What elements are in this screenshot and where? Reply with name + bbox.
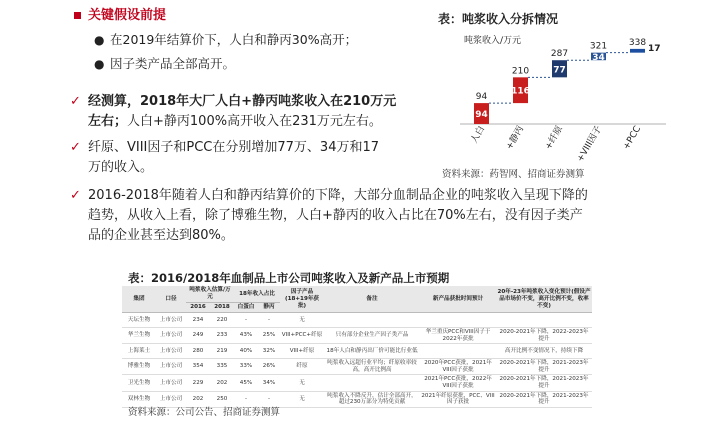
table-cell: 上海莱士 [122, 344, 156, 359]
chart-canvas [438, 6, 720, 166]
chart-source: 资料来源：药智网、招商证券测算 [442, 169, 585, 180]
table-cell: 上市公司 [156, 391, 186, 407]
table-cell: 234 [186, 313, 210, 328]
chart-title: 表：吨浆收入分拆情况 [438, 12, 559, 26]
table-cell: - [234, 391, 258, 407]
header-cell: 新产品获批时间预计 [420, 286, 496, 313]
table-cell: 2020-2021年下降，2021-2023年提升 [496, 391, 592, 407]
table-cell: VIII+PCC+纤原 [280, 328, 324, 344]
conclusion-3: ✓ 2016-2018年随着人白和静丙结算价的下降，大部分血制品企业的吨浆收入呈现下降的 趋势，从收入上看，除了博雅生物，人白+静丙的收入占比在70%左右，没有因子类产 品的企业甚至达到80%。 [70, 188, 588, 243]
table-row [122, 375, 592, 391]
table-cell: 卫光生物 [122, 375, 156, 391]
section-title: 关键假设前提 [88, 6, 433, 26]
table-cell: 45% [234, 375, 258, 391]
table-title: 表：2016/2018年血制品上市公司吨浆收入及新产品上市预期 [128, 271, 450, 285]
table-cell: 229 [186, 375, 210, 391]
table-cell: 43% [234, 328, 258, 344]
table-cell: 吨浆收入远超行业平均；纤原收率较高，高开比例高 [324, 359, 420, 375]
table-cell: 只有部分企业生产因子类产品 [324, 328, 420, 344]
header-cell: 静丙 [258, 303, 280, 313]
table-cell: 博雅生物 [122, 359, 156, 375]
square-bullet-icon [74, 12, 81, 19]
category-label: +PCC [621, 124, 644, 152]
table-cell: 202 [210, 375, 234, 391]
cumulative-label: 338 [628, 37, 647, 48]
checkmark-icon: ✓ [70, 188, 81, 203]
table-row [122, 359, 592, 375]
category-label: +纤原 [543, 124, 566, 152]
table-row [122, 313, 592, 328]
table-cell [324, 313, 420, 328]
table-cell: 纤原 [280, 359, 324, 375]
table-cell: 2020-2021年下降，2021-2023年提升 [496, 375, 592, 391]
conclusion-2: ✓ 纤原、VIII因子和PCC在分别增加77万、34万和17 万的收入。 [70, 140, 380, 175]
header-cell: 白蛋白 [234, 303, 258, 313]
table-cell: 219 [210, 344, 234, 359]
header-cell: 2018 [210, 303, 234, 313]
table-cell: 上市公司 [156, 313, 186, 328]
cumulative-label: 321 [589, 41, 608, 52]
table-cell: 上市公司 [156, 328, 186, 344]
table-cell: - [234, 313, 258, 328]
bar-value-label: 34 [592, 52, 605, 63]
table-source: 资料来源：公司公告、招商证券测算 [128, 407, 281, 418]
table-cell: 233 [210, 328, 234, 344]
table-cell: 吨浆收入不降反升，估计全部高开，超过230万部分为特免贡献 [324, 391, 420, 407]
table-cell: 18年人白和静丙出厂价可能比行业低 [324, 344, 420, 359]
table-cell: 无 [280, 313, 324, 328]
bar-value-label: 94 [475, 110, 488, 121]
checkmark-icon: ✓ [70, 140, 81, 155]
category-label: +静丙 [504, 124, 527, 152]
bullet-dot-icon: ● [94, 33, 105, 47]
table-row [122, 328, 592, 344]
header-cell: 吨浆收入估算/万元 [186, 286, 234, 303]
revenue-waterfall-chart [438, 6, 720, 184]
category-label: 人白 [469, 124, 488, 146]
table-cell: 2020-2021年下降，2021-2023年提升 [496, 359, 592, 375]
bar-value-label: 17 [648, 43, 661, 54]
table-cell: 天坛生物 [122, 313, 156, 328]
table-cell: 无 [280, 391, 324, 407]
header-cell: 备注 [324, 286, 420, 313]
header-cell: 20年-23年吨浆收入变化预计(假设产品市场价不变，高开比例不变，收率不变) [496, 286, 592, 313]
table-cell: 33% [234, 359, 258, 375]
table-cell: VIII+纤原 [280, 344, 324, 359]
table-cell: 335 [210, 359, 234, 375]
category-label: +VIII因子 [575, 124, 605, 164]
revenue-table [122, 286, 592, 408]
table-cell: 250 [210, 391, 234, 407]
table-cell: 上市公司 [156, 375, 186, 391]
bar-value-label: 116 [511, 86, 530, 97]
table-cell: 上市公司 [156, 344, 186, 359]
header-cell: 18年收入占比 [234, 286, 280, 303]
table-cell: 2020-2021年下降，2022-2023年提升 [496, 328, 592, 344]
table-cell [420, 344, 496, 359]
table-cell: 2020年PCC获批，2021年VIII因子获批 [420, 359, 496, 375]
bar-4 [630, 49, 645, 53]
table-row [122, 344, 592, 359]
table-cell: 40% [234, 344, 258, 359]
bar-value-label: 77 [553, 65, 566, 76]
table-cell: 2021年PCC获批，2022年VIII因子获批 [420, 375, 496, 391]
table-cell: 上市公司 [156, 359, 186, 375]
table-cell: 无 [280, 375, 324, 391]
checkmark-icon: ✓ [70, 94, 81, 109]
cumulative-label: 287 [550, 49, 569, 60]
table-header-row [122, 286, 592, 303]
table-cell: - [258, 391, 280, 407]
table-cell: 2021年纤原获批，PCC、VIII因子获批 [420, 391, 496, 407]
table-cell: - [258, 313, 280, 328]
table-cell: 354 [186, 359, 210, 375]
cumulative-label: 94 [475, 92, 488, 103]
table-cell: 220 [210, 313, 234, 328]
table-cell: 32% [258, 344, 280, 359]
table-cell [324, 375, 420, 391]
header-cell: 口径 [156, 286, 186, 313]
table-cell: 26% [258, 359, 280, 375]
assumption-item: ● 在2019年结算价下，人白和静丙30%高开； [88, 30, 433, 50]
header-cell: 集团 [122, 286, 156, 313]
table-cell: 双林生物 [122, 391, 156, 407]
table-cell: 25% [258, 328, 280, 344]
table-cell: 华兰重庆PCC和VIII因子于2022年获批 [420, 328, 496, 344]
table-cell: 华兰生物 [122, 328, 156, 344]
header-cell: 2016 [186, 303, 210, 313]
table-cell: 202 [186, 391, 210, 407]
chart-unit-label: 吨浆收入/万元 [464, 36, 522, 46]
table-cell [496, 313, 592, 328]
table-cell [420, 313, 496, 328]
table-cell: 249 [186, 328, 210, 344]
cumulative-label: 210 [511, 66, 530, 77]
table-cell: 34% [258, 375, 280, 391]
header-cell: 因子产品(18+19年获批) [280, 286, 324, 313]
table-cell: 280 [186, 344, 210, 359]
assumption-item: ● 因子类产品全部高开。 [88, 54, 433, 74]
bullet-dot-icon: ● [94, 57, 105, 71]
assumptions-section [88, 6, 433, 74]
table-cell: 高开比例不变情况下，持续下降 [496, 344, 592, 359]
conclusion-1: ✓ 经测算，2018年大厂人白+静丙吨浆收入在210万元 左右；人白+静丙100%高开收入在231万元左右。 [70, 94, 397, 129]
